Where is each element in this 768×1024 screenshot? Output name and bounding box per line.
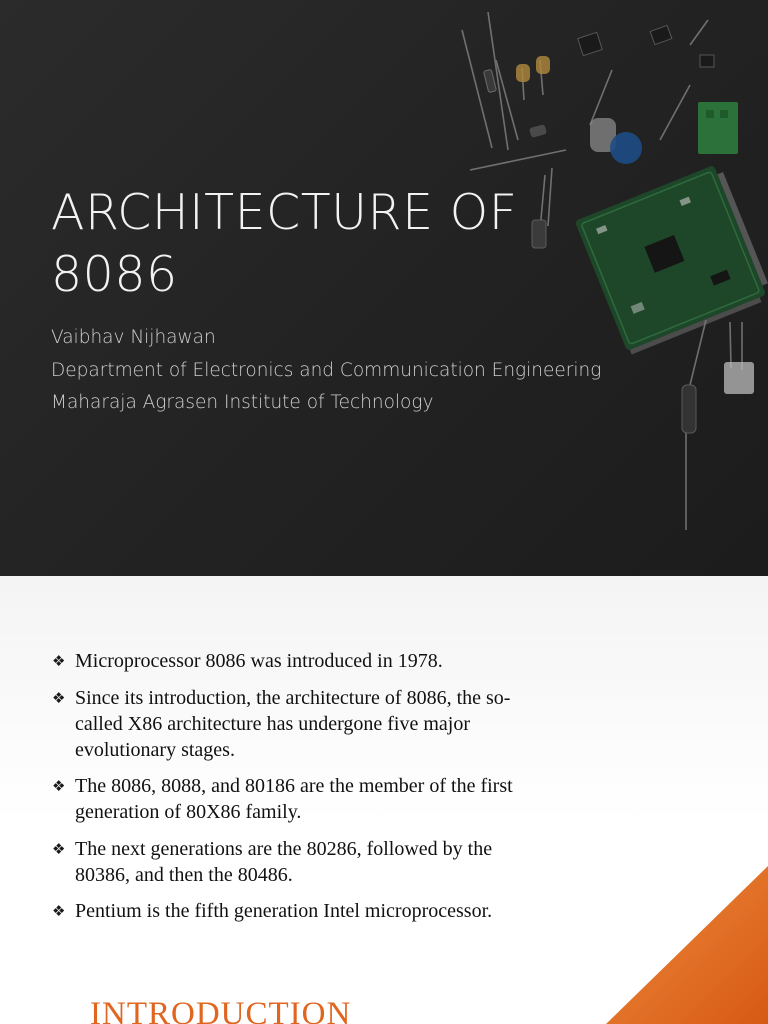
section-heading: INTRODUCTION (90, 996, 352, 1024)
presentation-subtitle (51, 322, 601, 420)
institute-name: Maharaja Agrasen Institute of Technology (51, 392, 434, 413)
diamond-bullet-icon: ❖ (52, 688, 66, 707)
list-item (52, 898, 552, 924)
title-line-1: ARCHITECTURE OF (51, 184, 518, 241)
bullet-text: The 8086, 8088, and 80186 are the member of the first generation of 80X86 family. (75, 775, 513, 823)
bullet-text: Microprocessor 8086 was introduced in 1978. (75, 650, 443, 672)
diamond-bullet-icon: ❖ (52, 902, 66, 920)
bullet-text: Pentium is the fifth generation Intel microprocessor. (75, 900, 493, 922)
bullet-text: Since its introduction, the architecture of 8086, the so-called X86 architecture has undergone five major evolutionary stages. (75, 686, 511, 761)
department-name: Department of Electronics and Communication Engineering (51, 359, 602, 381)
presentation-title (51, 182, 571, 306)
diamond-bullet-icon: ❖ (52, 652, 66, 670)
diamond-bullet-icon: ❖ (52, 839, 66, 858)
list-item (52, 685, 552, 763)
list-item (52, 836, 552, 888)
bullet-text: The next generations are the 80286, followed by the 80386, and then the 80486. (75, 837, 493, 886)
introduction-slide (0, 576, 768, 1024)
list-item (52, 648, 552, 674)
title-line-2: 8086 (51, 246, 178, 303)
bullet-list (52, 648, 552, 935)
list-item (52, 773, 552, 825)
diamond-bullet-icon: ❖ (52, 777, 66, 795)
author-name: Vaibhav Nijhawan (51, 327, 216, 348)
